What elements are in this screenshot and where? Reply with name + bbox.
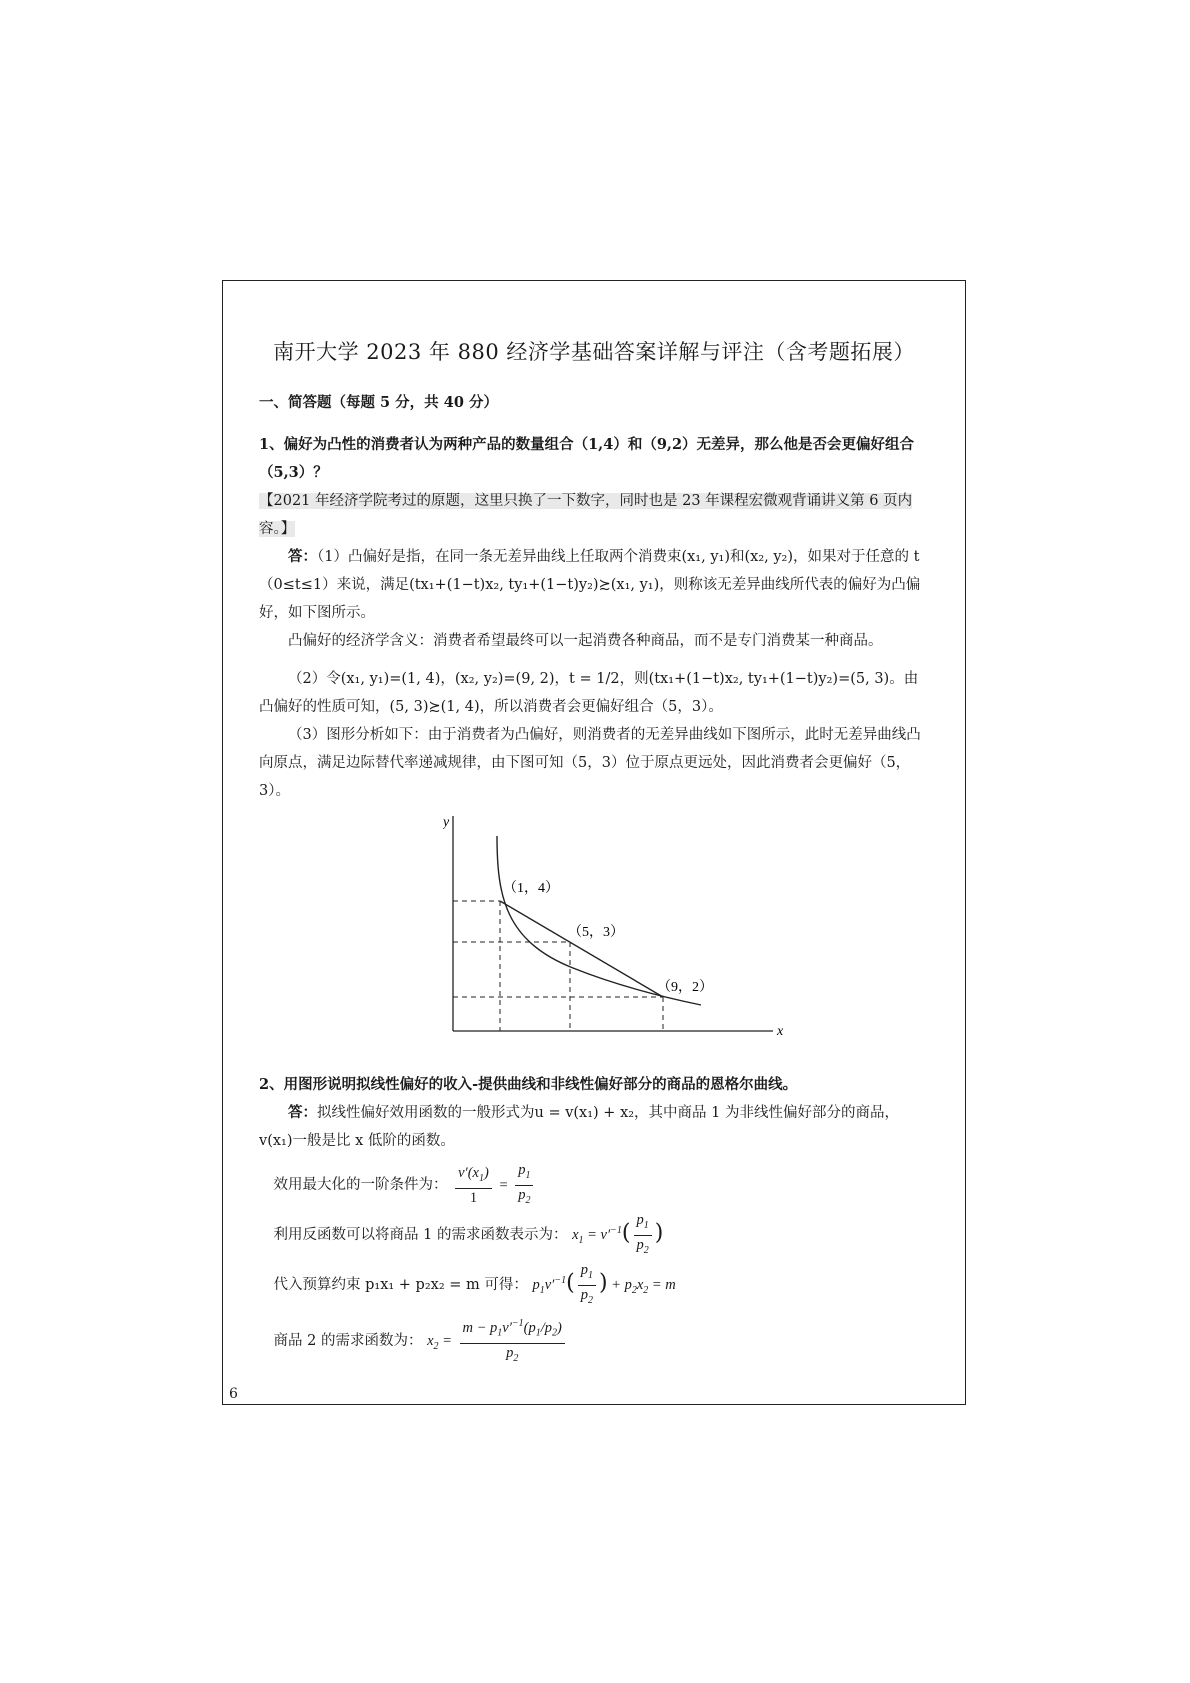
- point-label-1-4: （1，4）: [503, 881, 559, 896]
- demand2-label: 商品 2 的需求函数为：: [273, 1333, 423, 1350]
- chord-line: [500, 901, 663, 997]
- x-axis-label: x: [777, 1024, 784, 1039]
- answer-1-part-2: （2）令(x₁, y₁)=(1, 4)，(x₂, y₂)=(9, 2)，t = 1/2，则(tx₁+(1−t)x₂, ty₁+(1−t)y₂)=(5, 3)。由凸偏好的性质可知，(5, 3)≿(1, 4)，所以消费者会更偏好组合（5，3）。: [259, 671, 919, 715]
- convex-meaning: 凸偏好的经济学含义：消费者希望最终可以一起消费各种商品，而不是专门消费某一种商品。: [288, 633, 883, 649]
- section-heading: 一、简答题（每题 5 分，共 40 分）: [259, 394, 498, 411]
- answer-label: 答：: [288, 1104, 317, 1121]
- demand-2-fraction: $\frac{m - p_1v'^{-1}(p_1/p_2)}{p_2}$: [460, 1315, 565, 1368]
- foc-lhs-fraction: $\frac{v'(x_1)}{1}$: [455, 1164, 492, 1207]
- source-note: 【2021 年经济学院考过的原题，这里只换了一下数字，同时也是 23 年课程宏微观背诵讲义第 6 页内容。】: [259, 493, 913, 537]
- intro-text: 拟线性偏好效用函数的一般形式为u = v(x₁) + x₂，其中商品 1 为非线性偏好部分的商品，v(x₁)一般是比 x 低阶的函数。: [259, 1105, 900, 1149]
- answer-1-part-3: （3）图形分析如下：由于消费者为凸偏好，则消费者的无差异曲线如下图所示，此时无差异曲线凸向原点，满足边际替代率递减规律，由下图可知（5，3）位于原点更远处，因此消费者会更偏好（5，3）。: [259, 727, 921, 799]
- inverse-label: 利用反函数可以将商品 1 的需求函数表示为：: [273, 1227, 568, 1244]
- foc-equation: 效用最大化的一阶条件为： $\frac{v'(x_1)}{1}$ = $\frac{p_1}{p_2}$: [259, 1161, 536, 1210]
- foc-rhs-fraction: $\frac{p_1}{p_2}$: [515, 1161, 533, 1210]
- point-label-9-2: （9，2）: [657, 980, 713, 995]
- foc-label: 效用最大化的一阶条件为：: [273, 1177, 448, 1194]
- indifference-curve-figure: [443, 806, 803, 1046]
- question-1: 1、偏好为凸性的消费者认为两种产品的数量组合（1,4）和（9,2）无差异，那么他是否会更偏好组合（5,3）？: [259, 436, 915, 481]
- page-number: 6: [229, 1386, 238, 1402]
- question-1-note: [259, 487, 931, 543]
- part-1-text: （1）凸偏好是指，在同一条无差异曲线上任取两个消费束(x₁, y₁)和(x₂, y₂)，如果对于任意的 t（0≤t≤1）来说，满足(tx₁+(1−t)x₂, ty₁+(1−t)y₂)≿(x₁, y₁)，则称该无差异曲线所代表的偏好为凸偏好，如下图所示。: [259, 549, 921, 621]
- answer-label: 答：: [288, 548, 317, 565]
- inverse-demand-equation: 利用反函数可以将商品 1 的需求函数表示为： $x_1 = v'^{-1}$( $\frac{p_1}{p_2}$ ): [259, 1211, 663, 1260]
- answer-2-intro: [259, 1099, 931, 1155]
- demand-2-equation: 商品 2 的需求函数为： $x_2$ = $\frac{m - p_1v'^{-1}(p_1/p_2)}{p_2}$: [259, 1315, 568, 1368]
- answer-1-part-1: [259, 543, 931, 627]
- budget-fraction: $\frac{p_1}{p_2}$: [578, 1261, 596, 1310]
- question-2: 2、用图形说明拟线性偏好的收入-提供曲线和非线性偏好部分的商品的恩格尔曲线。: [259, 1076, 798, 1093]
- page-frame: [222, 280, 966, 1405]
- page-title: 南开大学 2023 年 880 经济学基础答案详解与评注（含考题拓展）: [273, 340, 915, 364]
- point-label-5-3: （5，3）: [568, 925, 624, 940]
- inverse-fraction: $\frac{p_1}{p_2}$: [634, 1211, 652, 1260]
- budget-label: 代入预算约束 p₁x₁ + p₂x₂ = m 可得：: [273, 1277, 528, 1294]
- y-axis-label: y: [443, 815, 450, 830]
- budget-equation: 代入预算约束 p₁x₁ + p₂x₂ = m 可得： $p_1v'^{-1}$( $\frac{p_1}{p_2}$ ) + $p_2x_2 = m$: [259, 1261, 676, 1310]
